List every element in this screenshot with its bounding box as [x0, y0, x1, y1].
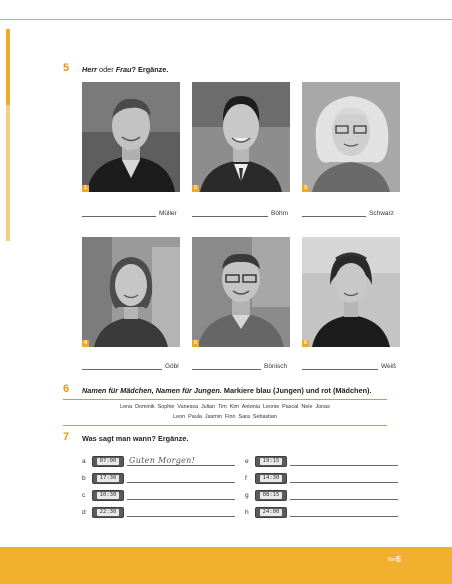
surname-label: Schwarz: [369, 210, 394, 217]
surname-line-4: [82, 360, 179, 370]
photo-number: 6: [302, 340, 309, 347]
exercise-6-number: 6: [63, 383, 70, 395]
photo-2: [192, 82, 290, 192]
exercise-6-title: Namen für Mädchen, Namen für Jungen. Markiere blau (Jungen) und rot (Mädchen).: [82, 386, 372, 395]
clock-time: 14:30: [260, 475, 283, 482]
time-row-e: [245, 455, 398, 467]
row-letter: b: [82, 474, 86, 482]
clock-time: 08:15: [260, 492, 283, 499]
surname-label: Müller: [159, 210, 177, 217]
clock-time: 19:15: [260, 458, 283, 465]
row-letter: h: [245, 508, 249, 516]
photo-number: 1: [82, 185, 89, 192]
side-bar-accent: [6, 29, 10, 105]
photo-number: 4: [82, 340, 89, 347]
answer-line[interactable]: [290, 491, 398, 500]
answer-line[interactable]: [290, 508, 398, 517]
footer-page-number: 5: [396, 555, 401, 564]
clock-time: 07:00: [97, 458, 120, 465]
names-line-2[interactable]: Leon Paula Jasmin Finn Sara Sebastian: [173, 414, 277, 420]
clock-icon: [92, 456, 124, 467]
clock-time: 10:30: [97, 492, 120, 499]
surname-line-6: [302, 360, 396, 370]
photo-3: [302, 82, 400, 192]
names-line-1[interactable]: Lena Dominik Sophie Vanessa Julian Tim Kim Antonia Leonie Pascal Nele Jonas: [120, 404, 330, 410]
clock-time: 24:00: [260, 509, 283, 516]
surname-label: Weiß: [381, 363, 397, 370]
surname-label: Göbl: [165, 363, 179, 370]
clock-icon: [255, 473, 287, 484]
exercise-5-number: 5: [63, 62, 70, 74]
time-row-f: [245, 472, 398, 484]
surname-line-3: [302, 207, 394, 217]
blank-line[interactable]: [82, 210, 156, 217]
clock-icon: [92, 473, 124, 484]
photo-number: 5: [192, 340, 199, 347]
row-letter: e: [245, 457, 249, 465]
row-letter: f: [245, 474, 247, 482]
photo-1: [82, 82, 180, 192]
surname-line-5: [192, 360, 287, 370]
answer-line[interactable]: [127, 508, 235, 517]
time-row-b: [82, 472, 235, 484]
blank-line[interactable]: [302, 363, 378, 370]
exercise-7-number: 7: [63, 431, 70, 443]
clock-time: 17:30: [97, 475, 120, 482]
handwritten-answer: Guten Morgen!: [129, 455, 196, 465]
surname-line-2: [192, 207, 288, 217]
clock-icon: [255, 456, 287, 467]
clock-icon: [92, 507, 124, 518]
photo-number: 3: [302, 185, 309, 192]
row-letter: d: [82, 508, 86, 516]
time-row-h: [245, 506, 398, 518]
time-row-c: [82, 489, 235, 501]
photo-4: [82, 237, 180, 347]
exercise-7-title: Was sagt man wann? Ergänze.: [82, 434, 189, 443]
answer-line[interactable]: [290, 457, 398, 466]
top-rule: [0, 19, 452, 20]
surname-label: Bönisch: [264, 363, 288, 370]
blank-line[interactable]: [192, 210, 268, 217]
footer-page-label: fünf: [387, 557, 397, 563]
answer-line[interactable]: [127, 491, 235, 500]
photo-6: [302, 237, 400, 347]
exercise-5-title: Herr oder Frau? Ergänze.: [82, 65, 169, 74]
time-row-d: [82, 506, 235, 518]
clock-icon: [255, 490, 287, 501]
answer-line[interactable]: [290, 474, 398, 483]
photo-number: 2: [192, 185, 199, 192]
blank-line[interactable]: [82, 363, 162, 370]
footer-band: [0, 547, 452, 584]
clock-icon: [255, 507, 287, 518]
surname-label: Böhm: [271, 210, 288, 217]
clock-time: 22:30: [97, 509, 120, 516]
row-letter: a: [82, 457, 86, 465]
row-letter: g: [245, 491, 249, 499]
clock-icon: [92, 490, 124, 501]
names-box: [63, 399, 387, 426]
answer-line[interactable]: [127, 457, 235, 466]
blank-line[interactable]: [192, 363, 261, 370]
time-row-a: [82, 455, 235, 467]
row-letter: c: [82, 491, 86, 499]
surname-line-1: [82, 207, 177, 217]
photo-5: [192, 237, 290, 347]
answer-line[interactable]: [127, 474, 235, 483]
time-row-g: [245, 489, 398, 501]
blank-line[interactable]: [302, 210, 366, 217]
